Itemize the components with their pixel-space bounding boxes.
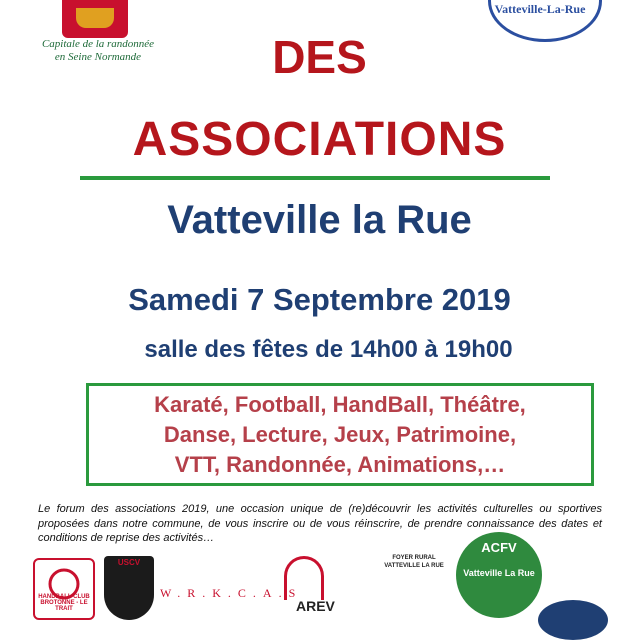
karate-club-logo: W.R.K.C.A.S xyxy=(160,586,303,600)
arch-icon xyxy=(284,556,324,600)
event-date: Samedi 7 Septembre 2019 xyxy=(128,282,511,317)
boat-icon xyxy=(76,8,114,28)
activities-line-3: VTT, Randonnée, Animations,… xyxy=(174,452,506,477)
handball-club-logo: HANDBALL CLUB BROTONNE - LE TRAIT xyxy=(33,558,95,620)
arev-logo: AREV xyxy=(278,556,338,620)
activities-box xyxy=(86,383,594,486)
event-description: Le forum des associations 2019, une occasion unique de (re)découvrir les activités culturelles ou sportives proposées dans notre commune, de vous inscrire ou de vous réinscrire, de prendre connaissance des dates et conditions de reprise des activités… xyxy=(38,503,602,544)
foyer-rural-logo: FOYER RURAL VATTEVILLE LA RUE xyxy=(384,555,444,569)
uscv-club-logo: USCV xyxy=(104,556,154,620)
activities-line-1: Karaté, Football, HandBall, Théâtre, xyxy=(154,392,526,417)
partner-logo xyxy=(538,600,608,640)
activities-line-2: Danse, Lecture, Jeux, Patrimoine, xyxy=(163,422,517,447)
title-underline xyxy=(80,176,550,180)
town-name: Vatteville la Rue xyxy=(167,198,472,242)
title-line-1: DES xyxy=(272,31,367,83)
town-logo-text: Vatteville-La-Rue xyxy=(494,2,586,16)
title-line-2: ASSOCIATIONS xyxy=(132,113,507,166)
event-venue: salle des fêtes de 14h00 à 19h00 xyxy=(144,336,513,363)
acfv-logo: ACFV Vatteville La Rue xyxy=(456,532,542,618)
motto-text: Capitale de la randonnée en Seine Normande xyxy=(41,38,155,63)
